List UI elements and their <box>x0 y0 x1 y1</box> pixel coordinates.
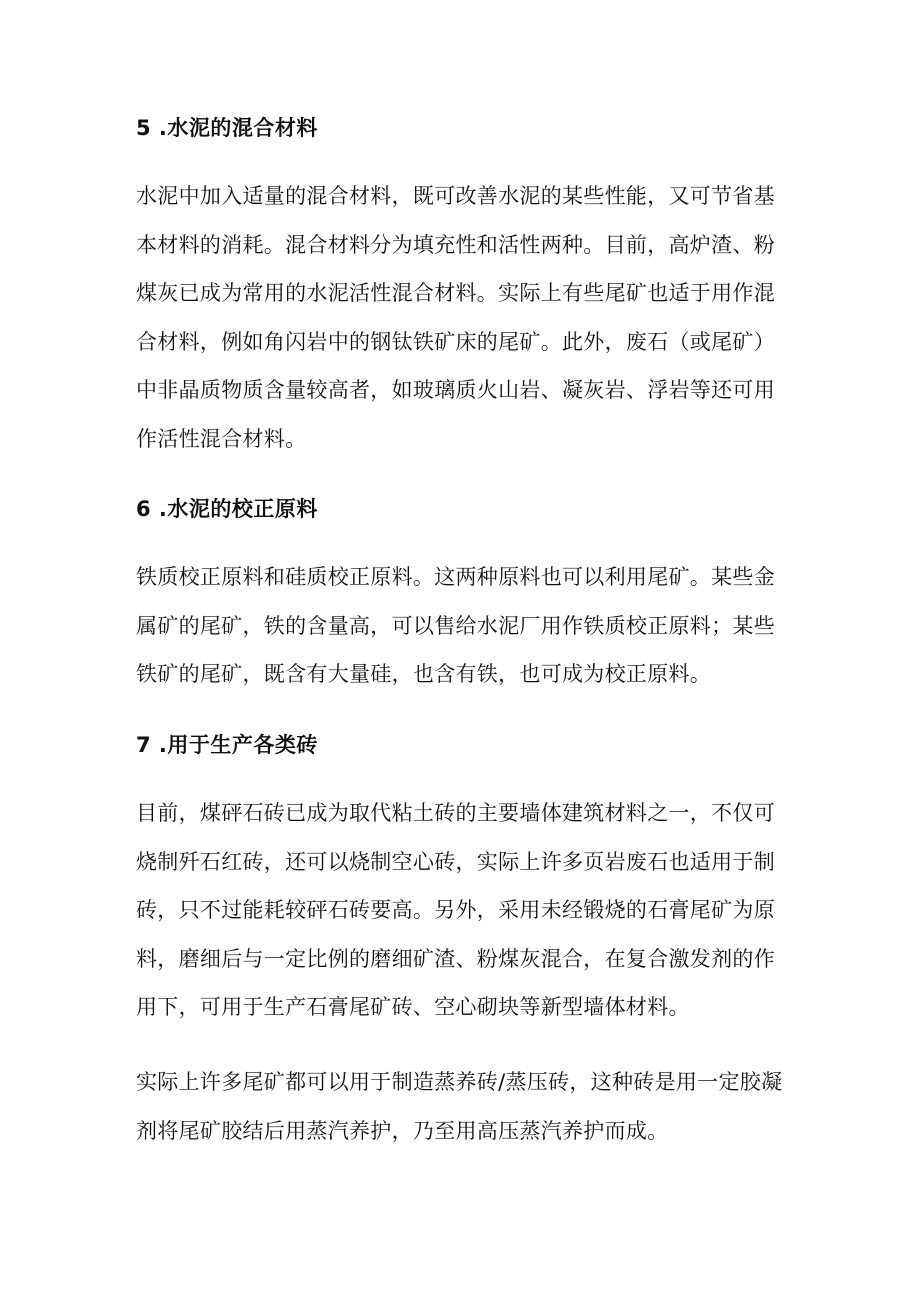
paragraph-section-5 <box>136 172 796 463</box>
text-line: 铁质校正原料和硅质校正原料。这两种原料也可以利用尾矿。某些金 <box>136 565 775 589</box>
text-line: 剂将尾矿胶结后用蒸汽养护，乃至用高压蒸汽养护而成。 <box>136 1118 669 1143</box>
text-line: 用下，可用于生产石膏尾矿砖、空心砌块等新型墙体材料。 <box>136 995 690 1019</box>
text-line: 合材料，例如角闪岩中的钢钛铁矿床的尾矿。此外，废石（或尾矿） <box>136 329 775 354</box>
section-heading-6: 6 .水泥的校正原料 <box>136 497 318 521</box>
text-line: 作活性混合材料。 <box>136 426 307 451</box>
text-line: 铁矿的尾矿，既含有大量硅，也含有铁，也可成为校正原料。 <box>136 662 712 686</box>
text-line: 本材料的消耗。混合材料分为填充性和活性两种。目前，高炉渣、粉 <box>136 232 775 257</box>
section-heading-5: 5 .水泥的混合材料 <box>136 116 318 140</box>
text-line: 水泥中加入适量的混合材料，既可改善水泥的某些性能，又可节省基 <box>136 184 775 208</box>
text-line: 中非晶质物质含量较高者，如玻璃质火山岩、凝灰岩、浮岩等还可用 <box>136 378 775 402</box>
section-heading-7: 7 .用于生产各类砖 <box>136 733 318 757</box>
text-line: 烧制歼石红砖，还可以烧制空心砖，实际上许多页岩废石也适用于制 <box>136 849 775 874</box>
text-line: 料，磨细后与一定比例的磨细矿渣、粉煤灰混合，在复合激发剂的作 <box>136 946 775 971</box>
paragraph-section-7b <box>136 1058 796 1155</box>
text-line: 实际上许多尾矿都可以用于制造蒸养砖/蒸压砖，这种砖是用一定胶凝 <box>136 1070 783 1094</box>
text-line: 砖，只不过能耗较砰石砖要高。另外，采用未经锻烧的石膏尾矿为原 <box>136 898 775 922</box>
text-line: 目前，煤砰石砖已成为取代粘土砖的主要墙体建筑材料之一，不仅可 <box>136 801 775 825</box>
text-line: 煤灰已成为常用的水泥活性混合材料。实际上有些尾矿也适于用作混 <box>136 281 775 305</box>
paragraph-section-6 <box>136 553 796 699</box>
paragraph-section-7a <box>136 789 796 1032</box>
text-line: 属矿的尾矿，铁的含量高，可以售给水泥厂用作铁质校正原料；某些 <box>136 613 775 638</box>
